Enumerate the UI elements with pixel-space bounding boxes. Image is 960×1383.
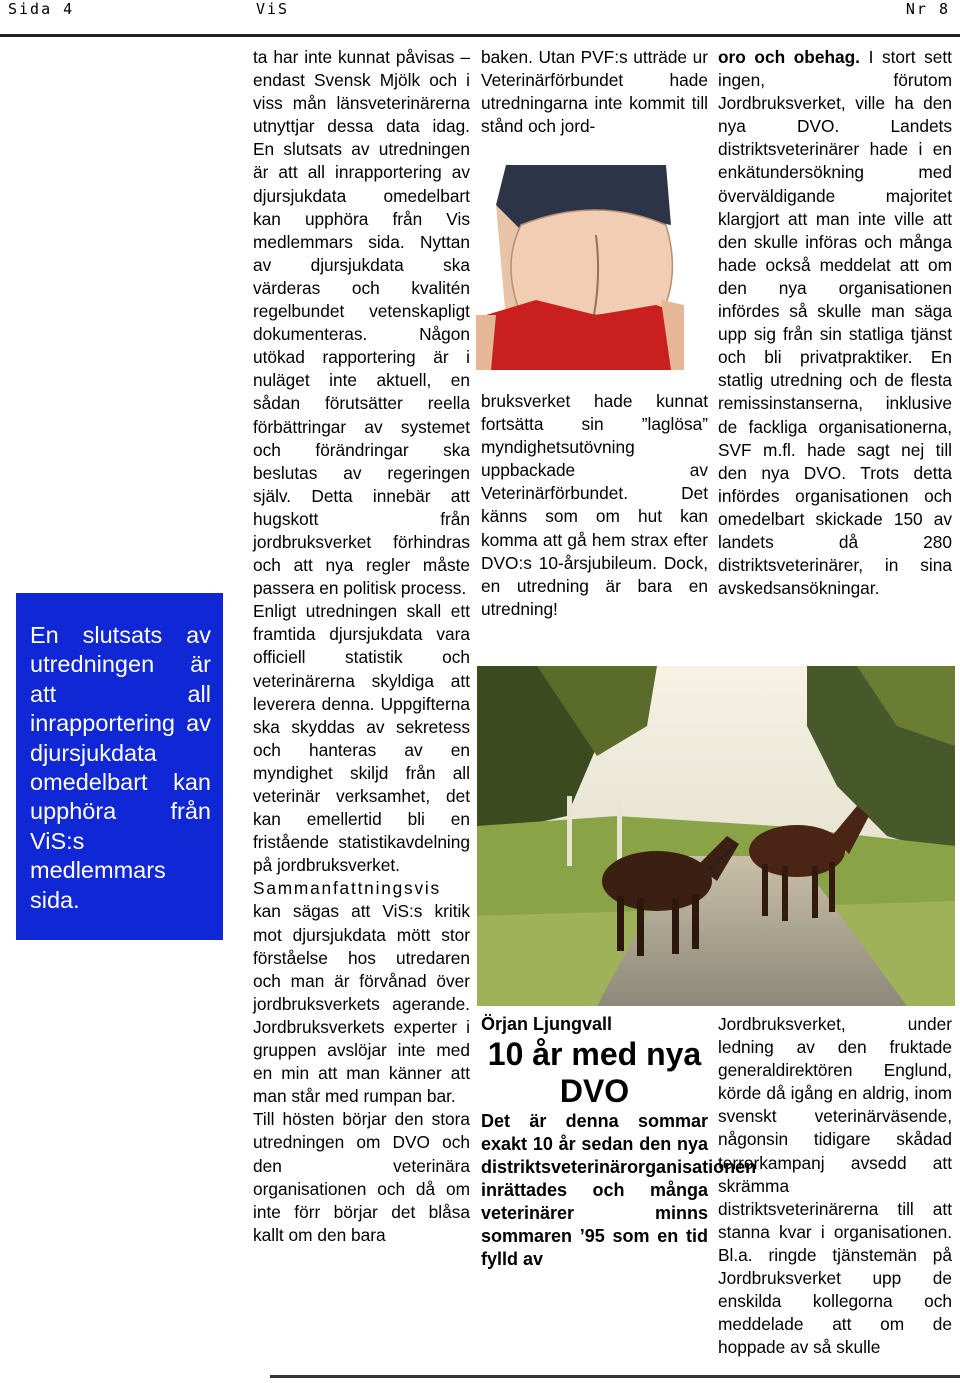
col3-top-bold-text: oro och obehag.: [718, 47, 860, 67]
article-column-2-top: [481, 46, 708, 138]
article-column-3-top: [718, 46, 952, 600]
article-column-3-bottom: [718, 1013, 952, 1359]
col2-middle-text: bruksverket hade kunnat fortsätta sin ”laglösa” myndighetsutövning uppbackade av Veterinärförbundet. Det känns som om hut kan komma att gå hem strax efter DVO:s 10-årsjubileum. Dock, en utredning är bara en utredning!: [481, 391, 708, 619]
col1-paragraph-3-text: kan sägas att ViS:s kritik mot djursjukdata mött stor förståelse hos utredaren och man är förvånad över jordbruksverkets agerande. Jordbruksverkets experter i gruppen avslöjar inte med en min att man känner att man står med rumpan bar.: [253, 901, 470, 1107]
article-author: Örjan Ljungvall: [481, 1014, 613, 1034]
col1-paragraph-4: Till hösten börjar den stora utredningen om DVO och den veterinära organisationen och då om inte förr börjar det blåsa kallt om den bara: [253, 1109, 470, 1245]
col1-spaced-word: Sammanfattningsvis: [253, 878, 441, 899]
article-intro-column: [481, 1013, 757, 1271]
article-column-2-middle: [481, 390, 708, 621]
horses-photo: [477, 666, 955, 1006]
col3-bottom-text: Jordbruksverket, under ledning av den fruktade generaldirektören Englund, körde då igång en aldrig, inom svenskt veterinärväsende, någonsin tidigare skådad terrorkampanj avsedd att skrämma distriktsveterinärerna till att stanna kvar i organisationen. Bl.a. ringde tjänstemän på Jordbruksverket upp de enskilda kollegorna och meddelade att om de hoppade av så skulle: [718, 1014, 952, 1358]
col1-paragraph-3: [253, 877, 470, 1108]
pull-quote-text: En slutsats av utredningen är att all inrapportering av djursjukdata omedelbart kan upphöra från ViS:s medlemmars sida.: [30, 622, 211, 913]
article-title: 10 år med nya DVO: [487, 1036, 702, 1110]
page-header: [0, 0, 960, 30]
col1-paragraph-2: Enligt utredningen skall ett framtida djursjukdata vara officiell statistik och veterinärerna skyldiga att leverera denna. Uppgifterna ska skyddas av sekretess och hanteras av en myndighet skiljd från all veterinär verksamhet, det kan emellertid bli en fristående statistikavdelning på jordbruksverket.: [253, 601, 470, 876]
issue-number: Nr 8: [905, 0, 950, 18]
article-lead: Det är denna sommar exakt 10 år sedan den nya distriktsveterinärorganisationen inrättades och många veterinärer minns sommaren ’95 som en tid fylld av: [481, 1111, 757, 1270]
col2-top-text: baken. Utan PVF:s utträde ur Veterinärförbundet hade utredningarna inte kommit till stånd och jord-: [481, 47, 708, 137]
col3-top-paragraph: [718, 46, 952, 600]
col3-top-text: I stort sett ingen, förutom Jordbruksverket, ville ha den nya DVO. Landets distriktsveterinärer hade i en enkätundersökning med överväldigande majoritet klargjort att man inte ville att den skulle införas och många hade också meddelat att om den nya organisationen infördes så skulle man säga upp sig från sin statliga tjänst och bli privatpraktiker. En statlig utredning och de flesta remissinstanserna, inklusive de fackliga organisationerna, SVF m.fl. hade sagt nej till den nya DVO. Trots detta infördes organisationen och omedelbart skickade 150 av landets då 280 distriktsveterinärer, in sina avskedsansökningar.: [718, 47, 952, 599]
article-column-1: [253, 46, 470, 1366]
pull-quote-box: [16, 593, 223, 940]
footer-rule: [270, 1375, 960, 1378]
page-number: Sida 4: [8, 0, 75, 18]
col1-paragraph-1: ta har inte kunnat påvisas – endast Svensk Mjölk och i viss mån länsveterinärerna utnyttjar dessa data idag. En slutsats av utredningen är att all inrapportering av djursjukdata omedelbart kan upphöra från Vis medlemmars sida. Nyttan av djursjukdata ska värderas och kvalitén regelbundet vetenskapligt dokumenteras. Någon utökad rapportering är i nuläget inte aktuell, en sådan förutsätter reella förbättringar av systemet och förändringar ska beslutas av regeringen själv. Detta innebär att hugskott från jordbruksverket förhindras och att nya regler måste passera en politisk process.: [253, 47, 470, 599]
magazine-name: ViS: [256, 0, 290, 18]
header-rule: [0, 34, 960, 37]
cartoon-image: [476, 165, 684, 370]
